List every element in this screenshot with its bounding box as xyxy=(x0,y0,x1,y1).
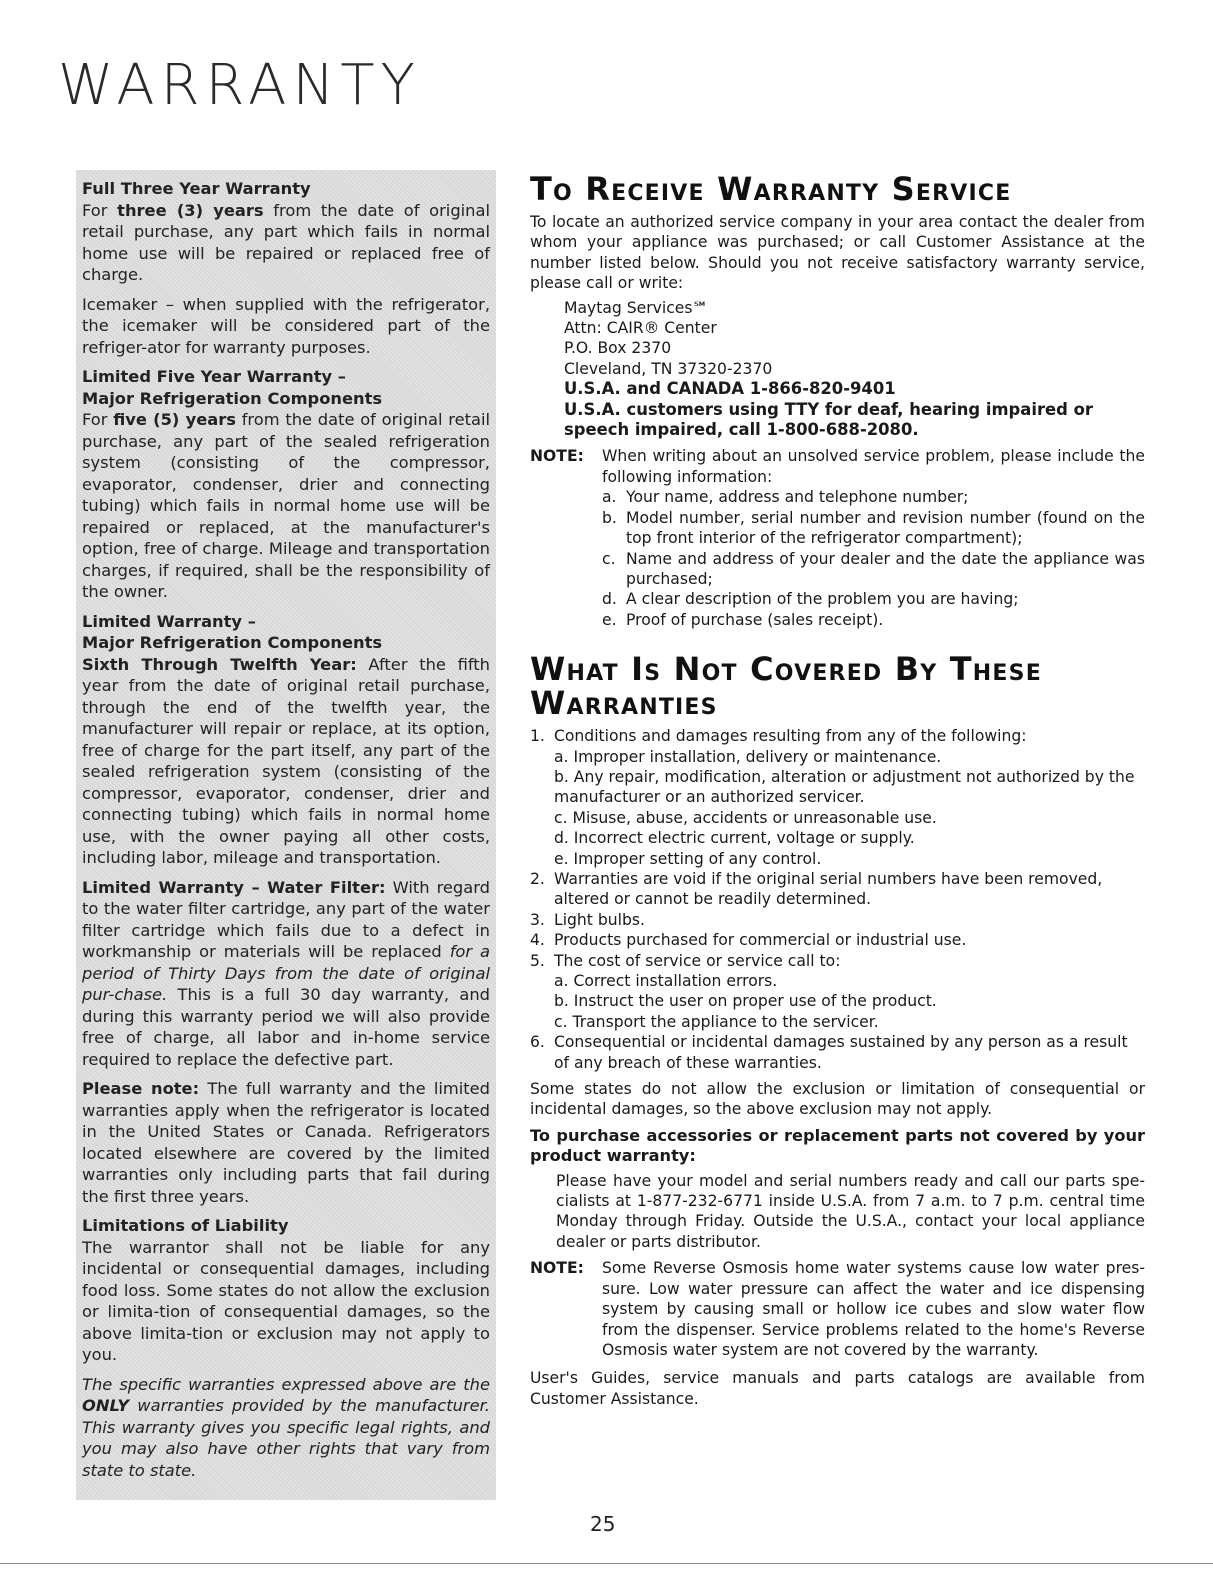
not-covered-list xyxy=(530,726,1145,1073)
limited-warranty-body: Sixth Through Twelfth Year: After the fifth year from the date of original retail purchase, through the end of the twelfth year, the manufacturer will repair or replace, at its option, free of charge for the part itself, any part of the sealed refrigeration system (consisting of the compressor, evaporator, condenser, drier and connecting tubing) which fails in normal home use, with the owner paying all other costs, including labor, mileage and transportation. xyxy=(82,654,490,867)
not-covered-item xyxy=(530,991,1145,1011)
address-line-2: Attn: CAIR® Center xyxy=(564,319,717,338)
item-number xyxy=(530,808,554,828)
item-text: Name and address of your dealer and the date the appliance was purchased; xyxy=(626,549,1145,588)
item-number xyxy=(530,971,554,991)
item-text: Model number, serial number and revision number (found on the top front interior of the refrigerator compartment); xyxy=(626,508,1145,548)
item-text: e. Improper setting of any control. xyxy=(554,849,822,868)
not-covered-item xyxy=(530,828,1145,848)
item-text: Products purchased for commercial or industrial use. xyxy=(554,931,967,950)
item-text: c. Misuse, abuse, accidents or unreasonable use. xyxy=(554,808,937,827)
receive-service-heading: To Receive Warranty Service xyxy=(530,170,1012,208)
limitations-body: The warrantor shall not be liable for any incidental or consequential damages, including food loss. Some states do not allow the exclusion or limita-tion of consequential damages, so the above limita-tion or exclusion may not apply to you. xyxy=(82,1237,490,1364)
item-number: 2. xyxy=(530,869,545,888)
footer-divider xyxy=(0,1563,1213,1564)
limited-five-heading-2: Major Refrigeration Components xyxy=(82,388,383,408)
item-text: Light bulbs. xyxy=(554,910,645,929)
note-info-item xyxy=(602,589,1145,609)
item-text: Your name, address and telephone number; xyxy=(626,488,969,507)
item-number xyxy=(530,1012,554,1032)
item-text: Conditions and damages resulting from any of the following: xyxy=(554,727,1027,746)
not-covered-item xyxy=(530,951,1145,971)
note-info-list xyxy=(602,487,1145,630)
not-covered-item xyxy=(530,930,1145,950)
please-note-paragraph: Please note: The full warranty and the limited warranties apply when the refrigerator is located in the United States or Canada. Refrigerators located elsewhere are covered by the limited warranties only including parts that fail during the first three years. xyxy=(82,1079,491,1206)
specific-warranties-paragraph: The specific warranties expressed above are the ONLY warranties provided by the manufacturer. This warranty gives you specific legal rights, and you may also have other rights that vary from state to state. xyxy=(82,1374,490,1480)
item-number xyxy=(530,991,554,1011)
item-text: b. Instruct the user on proper use of the product. xyxy=(554,992,937,1011)
item-text: a. Correct installation errors. xyxy=(554,972,778,990)
purchase-parts-heading: To purchase accessories or replacement parts not covered by your product warranty: xyxy=(530,1125,1145,1166)
limited-warranty-heading-1: Limited Warranty – xyxy=(82,611,256,631)
page-title: WARRANTY xyxy=(58,53,421,118)
item-text: A clear description of the problem you are having; xyxy=(626,590,1019,609)
page-number: 25 xyxy=(590,1512,616,1536)
item-number xyxy=(530,849,554,869)
address-line-4: Cleveland, TN 37320-2370 xyxy=(564,359,773,378)
not-covered-item xyxy=(530,726,1145,746)
item-number: 1. xyxy=(530,727,545,746)
icemaker-paragraph: Icemaker – when supplied with the refrigerator, the icemaker will be considered part of the refriger-ator for warranty purposes. xyxy=(82,294,490,357)
note-unsolved-problem xyxy=(530,446,1145,630)
not-covered-item xyxy=(530,1032,1145,1073)
item-text: Warranties are void if the original serial numbers have been removed, altered or cannot be readily determined. xyxy=(554,869,1103,909)
not-covered-item xyxy=(530,808,1145,828)
receive-service-body: To locate an authorized service company in your area contact the dealer from whom your appliance was purchased; or call Customer Assistance at the number listed below. Should you not receive satisfactory warranty service, please call or write: xyxy=(530,213,1145,293)
item-number: 4. xyxy=(530,931,545,950)
warranty-terms-panel xyxy=(76,170,496,1500)
item-letter: a. xyxy=(602,488,617,507)
note-info-item xyxy=(602,610,1145,630)
item-letter: e. xyxy=(602,610,617,629)
not-covered-heading: What Is Not Covered By These Warranties xyxy=(530,650,1042,723)
item-number xyxy=(530,747,554,767)
item-text: Consequential or incidental damages sustained by any person as a result of any breach of these warranties. xyxy=(554,1033,1128,1072)
item-number: 5. xyxy=(530,951,545,970)
item-text: a. Improper installation, delivery or maintenance. xyxy=(554,747,942,766)
item-text: The cost of service or service call to: xyxy=(554,951,841,970)
not-covered-item xyxy=(530,869,1145,910)
service-info-column xyxy=(530,170,1145,1413)
service-address xyxy=(530,298,1145,441)
limited-warranty-heading-2: Major Refrigeration Components xyxy=(82,633,383,652)
not-covered-item xyxy=(530,910,1145,930)
note-label: NOTE: xyxy=(530,1259,584,1278)
item-number xyxy=(530,828,554,848)
item-text: c. Transport the appliance to the servicer. xyxy=(554,1012,879,1031)
item-text: d. Incorrect electric current, voltage or supply. xyxy=(554,829,915,848)
water-filter-paragraph: Limited Warranty – Water Filter: With regard to the water filter cartridge, any part of the water filter cartridge which fails due to a defect in workmanship or materials will be replaced for a period of Thirty Days from the date of original pur-chase. This is a full 30 day warranty, and during this warranty period we will also provide free of charge, all labor and in-home service required to replace the defective part. xyxy=(82,877,490,1069)
some-states-paragraph: Some states do not allow the exclusion or limitation of consequential or incidental damages, so the above exclusion may not apply. xyxy=(530,1080,1145,1119)
item-text: b. Any repair, modification, alteration or adjustment not authorized by the manufacturer or an authorized servicer. xyxy=(554,767,1135,807)
phone-tty: U.S.A. customers using TTY for deaf, hearing impaired or speech impaired, call 1-800-688-2080. xyxy=(564,399,1093,440)
note-intro: When writing about an unsolved service problem, please include the following information: xyxy=(602,447,1145,486)
not-covered-item xyxy=(530,971,1145,991)
not-covered-item xyxy=(530,767,1145,808)
note-label: NOTE: xyxy=(530,447,584,466)
item-text: Proof of purchase (sales receipt). xyxy=(626,610,884,629)
note-info-item xyxy=(602,549,1145,590)
note-body: Some Reverse Osmosis home water systems cause low water pres-sure. Low water pressure can affect the water and ice dispensing system by causing small or hollow ice cubes and slow water flow from the dispenser. Service problems related to the home's Reverse Osmosis water system are not covered by the warranty. xyxy=(602,1259,1145,1359)
not-covered-item xyxy=(530,1012,1145,1032)
guides-paragraph: User's Guides, service manuals and parts catalogs are available from Customer Assistance. xyxy=(530,1369,1145,1408)
full-three-year-body: For three (3) years from the date of original retail purchase, any part which fails in normal home use will be repaired or replaced free of charge. xyxy=(82,200,490,284)
full-three-year-heading: Full Three Year Warranty xyxy=(82,179,311,198)
note-reverse-osmosis xyxy=(530,1258,1145,1360)
item-letter: b. xyxy=(602,508,617,527)
item-number: 6. xyxy=(530,1033,545,1052)
not-covered-item xyxy=(530,849,1145,869)
address-line-3: P.O. Box 2370 xyxy=(564,339,672,358)
purchase-parts-body: Please have your model and serial numbers ready and call our parts spe-cialists at 1-877-232-6771 inside U.S.A. from 7 a.m. to 7 p.m. central time Monday through Friday. Outside the U.S.A., contact your local appliance dealer or parts distributor. xyxy=(556,1171,1145,1251)
item-letter: c. xyxy=(602,549,616,568)
note-info-item xyxy=(602,487,1145,507)
address-line-1: Maytag Services℠ xyxy=(564,298,709,317)
note-info-item xyxy=(602,508,1145,549)
limited-five-body: For five (5) years from the date of original retail purchase, any part of the sealed refrigeration system (consisting of the compressor, evaporator, condenser, drier and connecting tubing) which fails in normal home use will be repaired or replaced, at the manufacturer's option, free of charge. Mileage and transportation charges, if required, shall be the responsibility of the owner. xyxy=(82,410,490,601)
item-number xyxy=(530,767,554,808)
limitations-heading: Limitations of Liability xyxy=(82,1216,289,1235)
not-covered-item xyxy=(530,747,1145,767)
item-letter: d. xyxy=(602,590,617,609)
phone-usa-canada: U.S.A. and CANADA 1-866-820-9401 xyxy=(564,379,896,399)
item-number: 3. xyxy=(530,910,545,929)
limited-five-heading-1: Limited Five Year Warranty – xyxy=(82,367,346,386)
